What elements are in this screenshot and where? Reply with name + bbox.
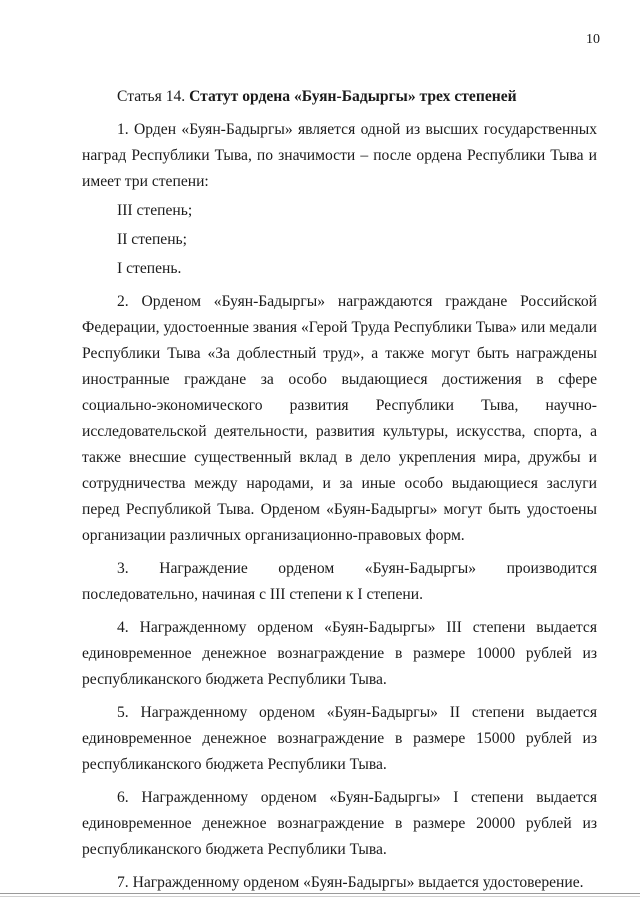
article-heading-prefix: Статья 14. <box>117 88 186 105</box>
paragraph-2: 2. Орденом «Буян-Бадыргы» награждаются граждане Российской Федерации, удостоенные звания «Герой Труда Республики Тыва» или медали Республики Тыва «За доблестный труд», а также могут быть награждены иностранные граждане за особо выдающиеся достижения в сфере социально-экономического развития Республики Тыва, научно-исследовательской деятельности, развития культуры, искусства, спорта, а также внесшие существенный вклад в дело укрепления мира, дружбы и сотрудничества между народами, и за иные особо выдающиеся заслуги перед Республикой Тыва. Орденом «Буян-Бадыргы» могут быть удостоены организации различных организационно-правовых форм. <box>82 293 597 544</box>
page-number: 10 <box>586 32 600 47</box>
paragraph-5: 5. Награжденному орденом «Буян-Бадыргы» II степени выдается единовременное денежное вознаграждение в размере 15000 рублей из республиканского бюджета Республики Тыва. <box>82 704 597 773</box>
paragraph-3: 3. Награждение орденом «Буян-Бадыргы» производится последовательно, начиная с III степени к I степени. <box>82 560 597 603</box>
paragraph-7: 7. Награжденному орденом «Буян-Бадыргы» выдается удостоверение. <box>117 874 584 891</box>
degree-3-item: III степень; <box>117 202 193 219</box>
paragraph-6: 6. Награжденному орденом «Буян-Бадыргы» I степени выдается единовременное денежное вознаграждение в размере 20000 рублей из республиканского бюджета Республики Тыва. <box>82 789 597 858</box>
scan-edge-shadow <box>0 896 640 897</box>
document-body <box>82 84 597 896</box>
scan-edge-line <box>0 893 640 894</box>
paragraph-1: 1. Орден «Буян-Бадыргы» является одной из высших государственных наград Республики Тыва, по значимости – после ордена Республики Тыва и имеет три степени: <box>82 121 597 190</box>
degree-2-item: II степень; <box>117 231 187 248</box>
article-heading-title: Статут ордена «Буян-Бадыргы» трех степеней <box>189 88 517 105</box>
article-heading <box>82 84 597 110</box>
degree-1-item: I степень. <box>117 260 182 277</box>
paragraph-4: 4. Награжденному орденом «Буян-Бадыргы» III степени выдается единовременное денежное вознаграждение в размере 10000 рублей из республиканского бюджета Республики Тыва. <box>82 619 597 688</box>
